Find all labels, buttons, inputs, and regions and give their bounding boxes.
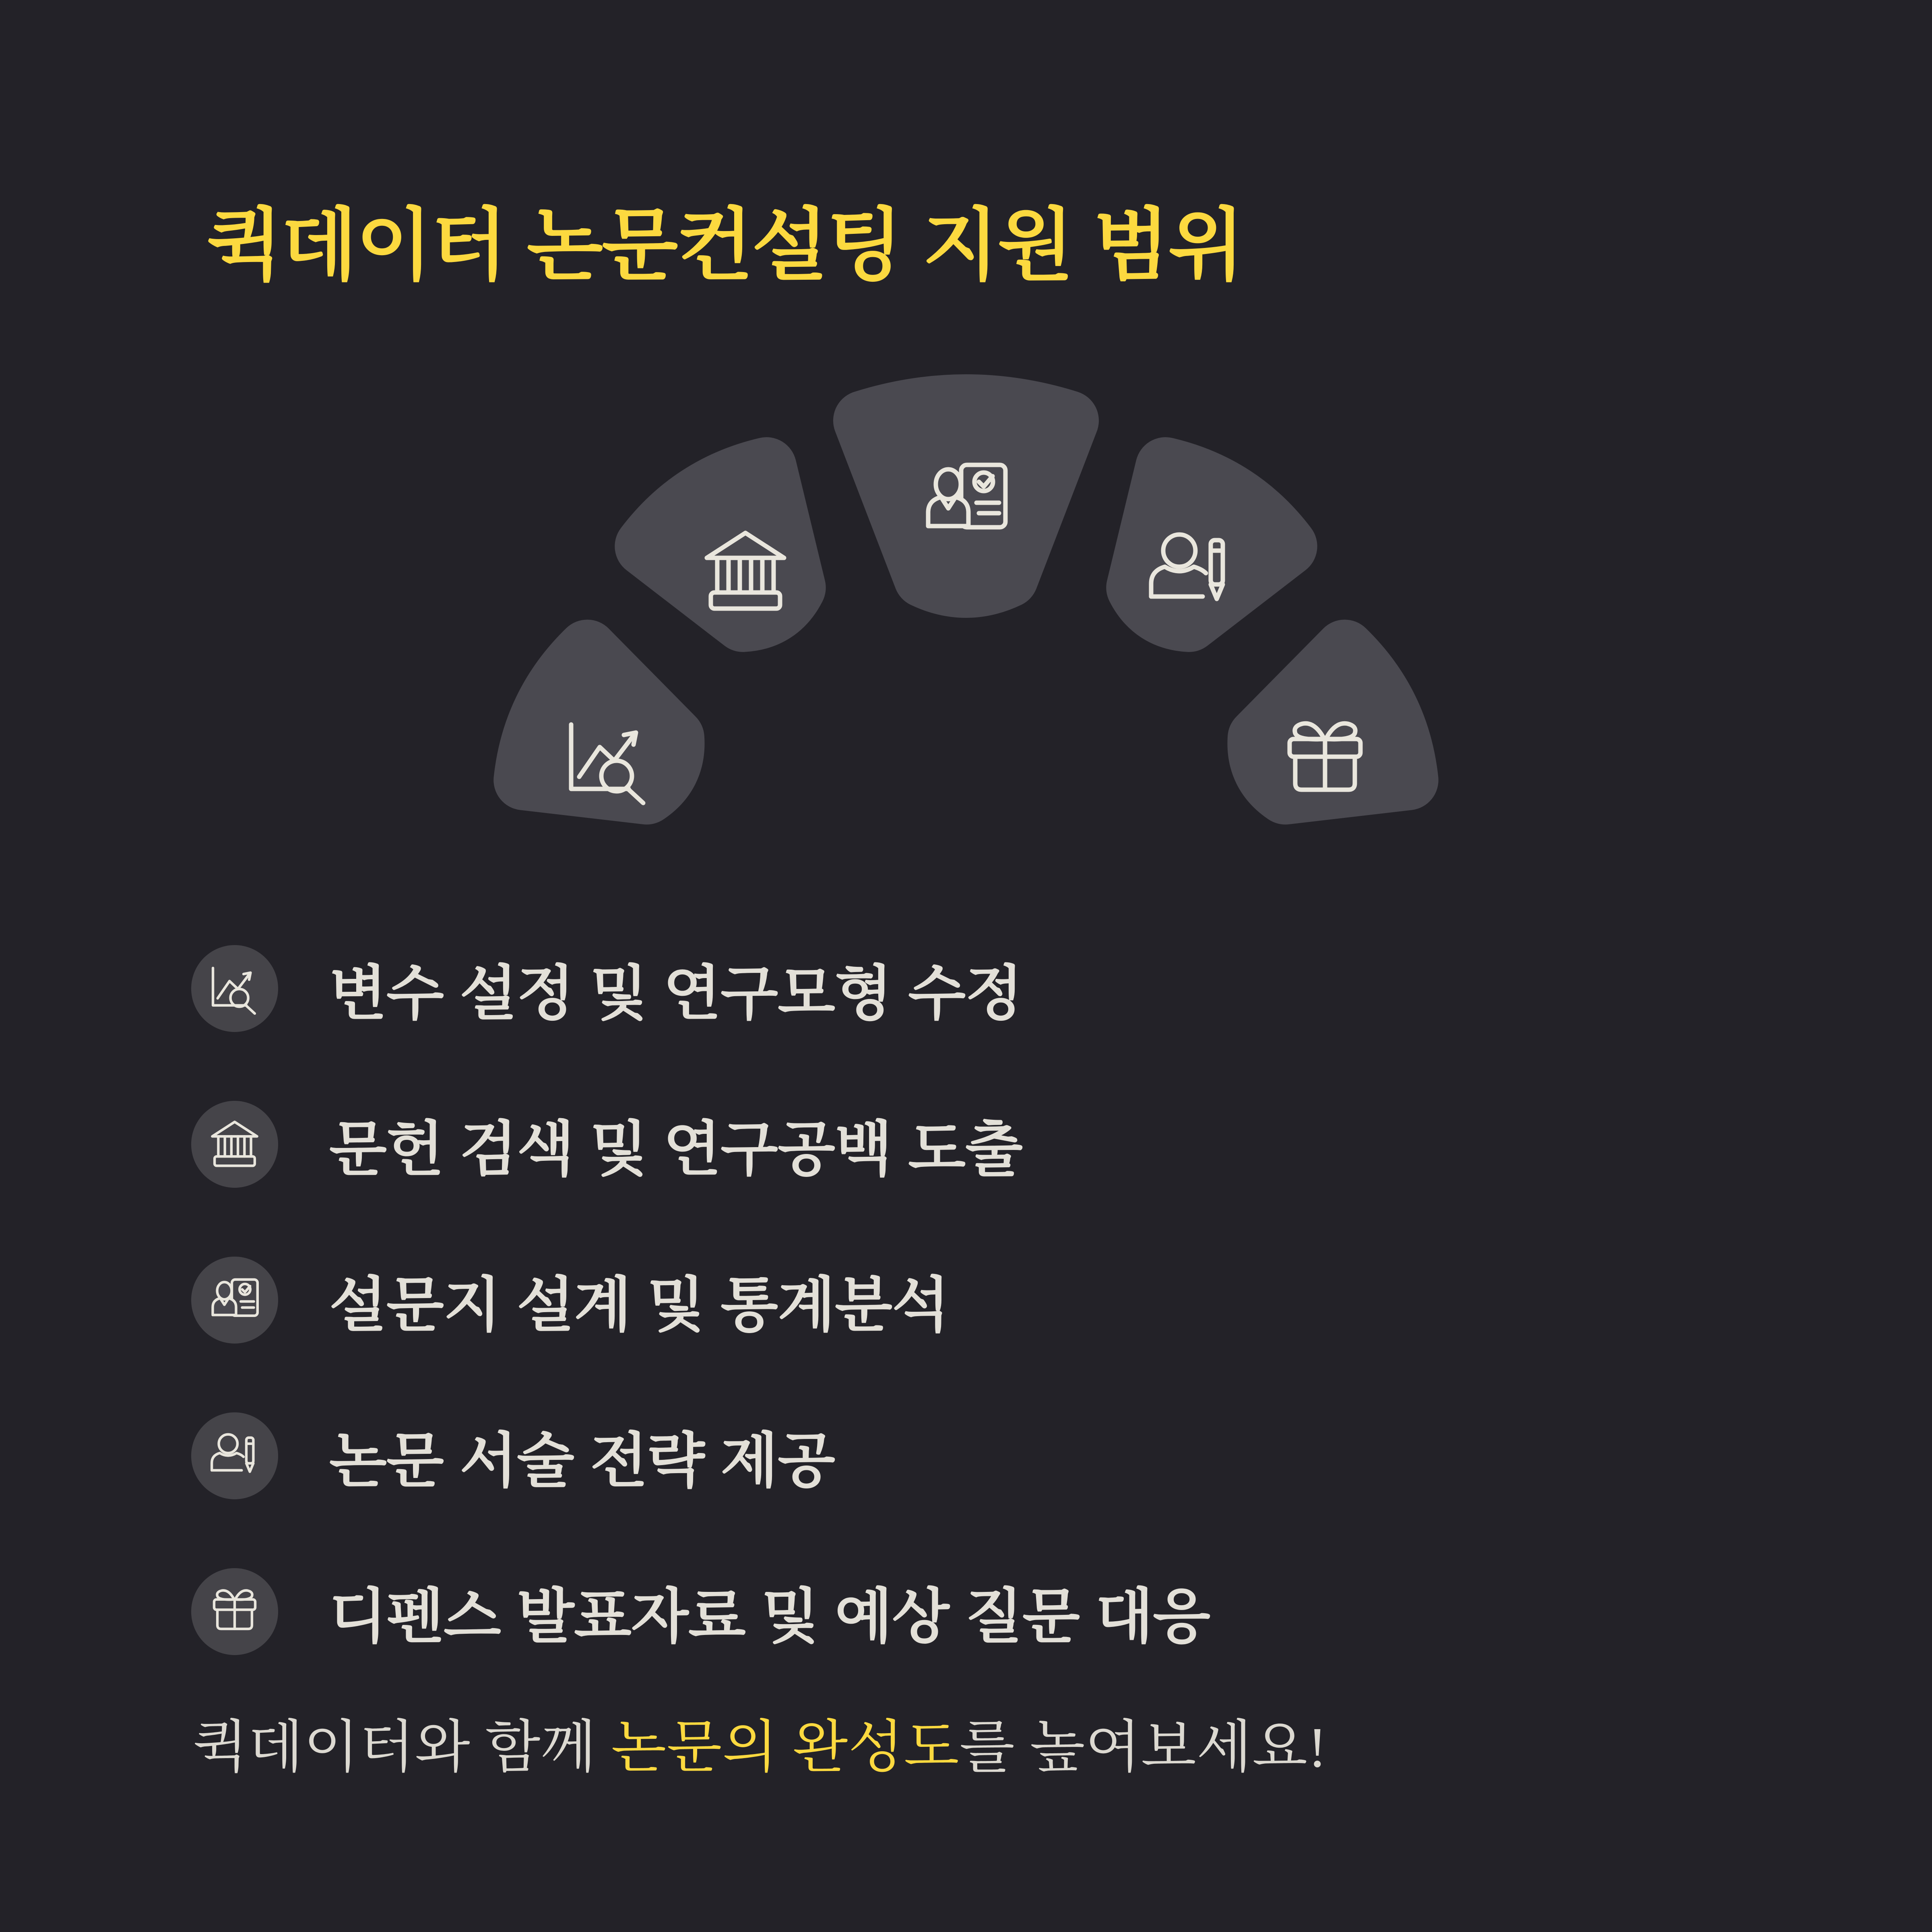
footer-note <box>192 1701 1327 1783</box>
list-item <box>329 1567 1210 1656</box>
list-item-label: 디펜스 발표자료 및 예상 질문 대응 <box>329 1583 1210 1650</box>
petal-literature <box>638 456 835 652</box>
petal-survey <box>863 405 1069 588</box>
list-item-label: 설문지 설계 및 통계분석 <box>329 1272 949 1338</box>
list-icon-circle <box>191 945 278 1032</box>
list-icon-circle <box>191 1412 278 1499</box>
list-item-label: 논문 서술 전략 제공 <box>329 1428 835 1494</box>
list-item-label: 문헌 검색 및 연구공백 도출 <box>329 1116 1023 1183</box>
list-item <box>329 1256 949 1344</box>
list-item <box>329 944 1022 1033</box>
footer-prefix: 퀵데이터와 함께 <box>192 1715 611 1779</box>
footer-highlight: 논문의 완성도 <box>611 1715 960 1779</box>
list-item-label: 변수 설정 및 연구모형 수정 <box>329 960 1023 1027</box>
list-item <box>329 1412 835 1500</box>
list-icon-circle <box>191 1101 278 1188</box>
petal-variables <box>512 644 700 835</box>
footer-suffix: 를 높여보세요! <box>959 1715 1327 1779</box>
page-title: 퀵데이터 논문컨설팅 지원 범위 <box>206 201 1243 289</box>
list-item <box>329 1100 1022 1189</box>
